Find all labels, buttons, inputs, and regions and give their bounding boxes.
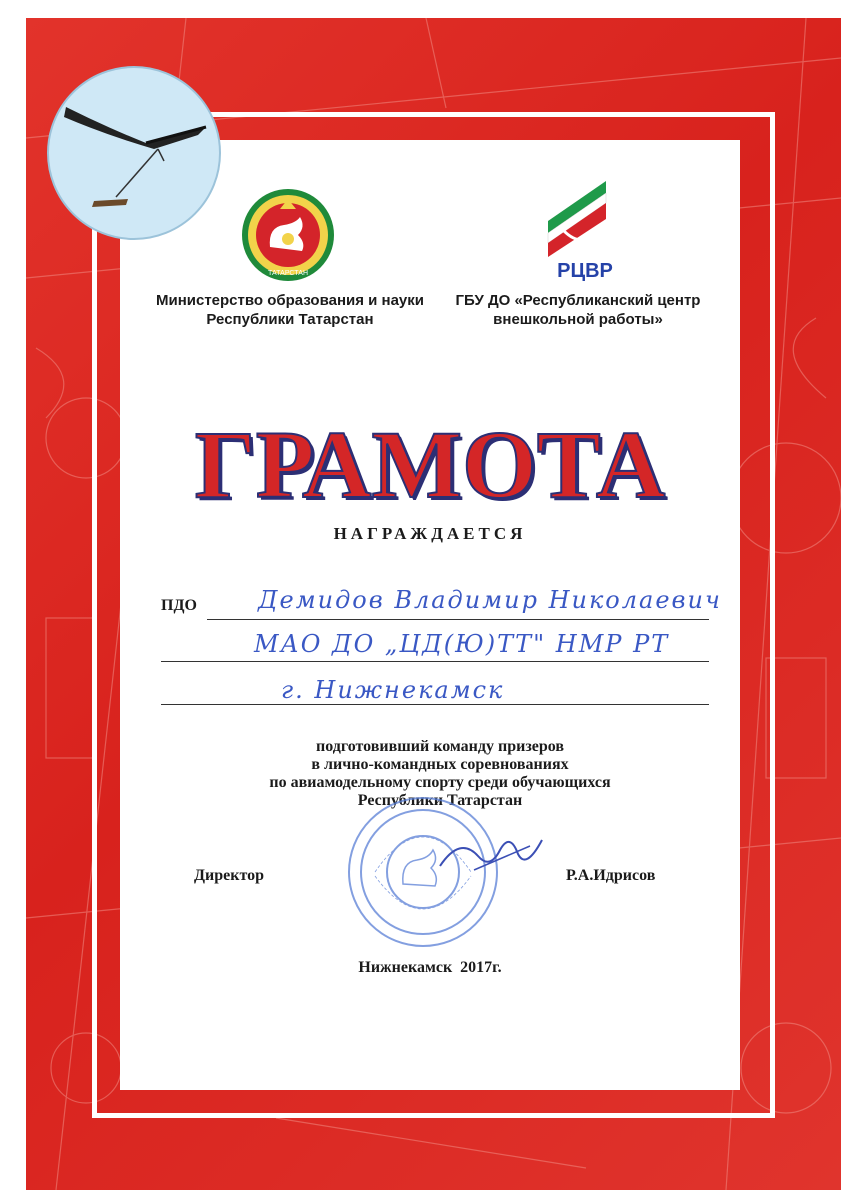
- place-and-date: Нижнекамск 2017г.: [358, 959, 502, 976]
- recipient-name: Демидов Владимир Николаевич: [258, 586, 722, 614]
- rcvr-flag-icon: [540, 173, 630, 283]
- center-name: [450, 291, 706, 329]
- center-name-line2: внешкольной работы»: [493, 311, 663, 328]
- award-line2: в лично-командных соревнованиях: [311, 756, 569, 773]
- certificate-subtitle: НАГРАЖДАЕТСЯ: [333, 524, 527, 543]
- ministry-name-line1: Министерство образования и науки: [155, 292, 425, 309]
- recipient-city-line: [161, 704, 709, 705]
- award-line1: подготовивший команду призеров: [315, 738, 564, 755]
- director-signature: [430, 826, 550, 886]
- tatarstan-emblem-icon: [240, 187, 336, 283]
- ministry-name: [140, 291, 440, 329]
- center-name-line1: ГБУ ДО «Республиканский центр: [455, 292, 701, 309]
- recipient-city: г. Нижнекамск: [281, 676, 505, 704]
- svg-text:РЦВР: РЦВР: [557, 260, 613, 282]
- recipient-organization: МАО ДО „ЦД(Ю)ТТ" НМР РТ: [254, 630, 670, 658]
- recipient-position-label: ПДО: [161, 597, 197, 614]
- signatory-name: Р.А.Идрисов: [566, 867, 656, 884]
- airplane-glider-icon: [46, 65, 222, 241]
- svg-text:ТАТАРСТАН: ТАТАРСТАН: [267, 270, 309, 277]
- certificate-title: ГРАМОТА: [194, 411, 666, 518]
- award-line4: Республики Татарстан: [357, 792, 523, 809]
- recipient-name-line: [207, 619, 709, 620]
- recipient-org-line: [161, 661, 709, 662]
- award-line3: по авиамодельному спорту среди обучающихся: [269, 774, 611, 791]
- signatory-role: Директор: [194, 867, 264, 884]
- ministry-name-line2: Республики Татарстан: [206, 311, 374, 328]
